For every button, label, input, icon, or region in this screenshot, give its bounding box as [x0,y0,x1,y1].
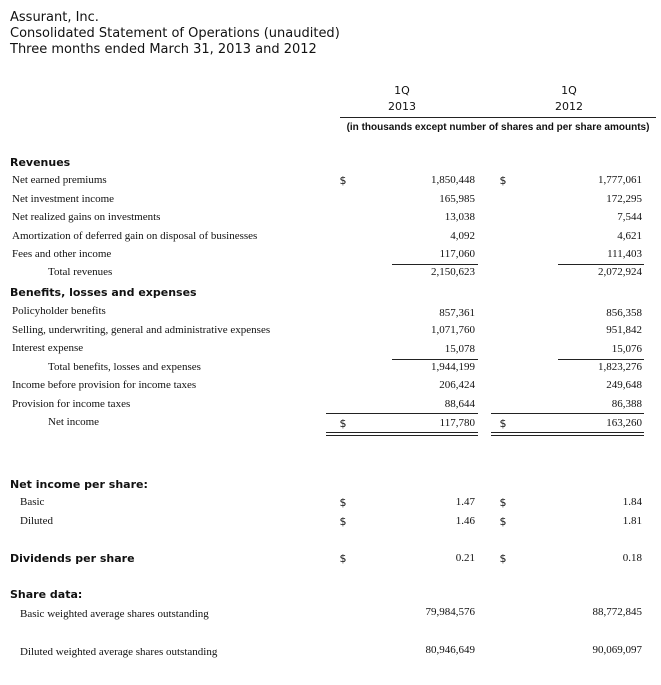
value-2013: 857,361 [439,307,475,319]
value-2012: 1,777,061 [598,174,642,186]
row-label: Diluted [20,515,53,527]
basic-shares-2012: 88,772,845 [592,606,642,618]
value-2012: 249,648 [606,379,642,391]
subtotal-rule [326,413,478,414]
double-rule [491,432,644,433]
value-2013: 1,850,448 [431,174,475,186]
total-benefits-2013: 1,944,199 [431,361,475,373]
eps-diluted-2012: 1.81 [622,515,642,527]
value-2013: 88,644 [444,398,475,410]
row-label: Net investment income [12,193,115,205]
section-share-data: Share data: [10,588,83,601]
total-revenues-2013: 2,150,623 [431,266,475,278]
row-label: Basic [20,496,45,508]
dividends-2013: 0.21 [455,552,475,564]
dividends-2012: 0.18 [622,552,642,564]
value-2012: 86,388 [611,398,642,410]
eps-basic-2012: 1.84 [622,496,642,508]
eps-diluted-2013: 1.46 [455,515,475,527]
section-revenues: Revenues [10,156,71,169]
subtotal-rule [558,359,644,360]
value-2012: 111,403 [607,248,642,260]
currency-symbol: $ [339,417,347,430]
basic-shares-2013: 79,984,576 [425,606,475,618]
total-label: Total benefits, losses and expenses [48,361,201,373]
row-label: Amortization of deferred gain on disposal of businesses [12,230,258,242]
subtotal-rule [392,359,478,360]
section-dividends: Dividends per share [10,552,135,565]
currency-symbol: $ [499,496,507,509]
value-2012: 951,842 [606,324,642,336]
eps-basic-2013: 1.47 [455,496,475,508]
subtotal-rule [392,264,478,265]
col-2012-quarter: 1Q [561,84,577,97]
subtotal-rule [558,264,644,265]
subtotal-rule [491,413,644,414]
value-2012: 7,544 [617,211,642,223]
value-2013: 165,985 [439,193,475,205]
value-2013: 13,038 [444,211,475,223]
net-income-2012: 163,260 [606,417,642,429]
col-2013-year: 2013 [388,100,416,113]
value-2012: 4,621 [617,230,642,242]
section-benefits: Benefits, losses and expenses [10,286,197,299]
double-rule [326,432,478,433]
value-2013: 15,078 [444,343,475,355]
currency-symbol: $ [499,515,507,528]
total-benefits-2012: 1,823,276 [598,361,642,373]
row-label: Net realized gains on investments [12,211,161,223]
value-2012: 15,076 [611,343,642,355]
value-2012: 856,358 [606,307,642,319]
currency-symbol: $ [339,552,347,565]
value-2013: 206,424 [439,379,475,391]
row-label: Policyholder benefits [12,305,106,317]
value-2012: 172,295 [606,193,642,205]
value-2013: 1,071,760 [431,324,475,336]
row-label: Interest expense [12,342,84,354]
diluted-shares-2012: 90,069,097 [592,644,642,656]
double-rule [326,435,478,436]
total-revenues-2012: 2,072,924 [598,266,642,278]
currency-symbol: $ [499,552,507,565]
diluted-shares-2013: 80,946,649 [425,644,475,656]
currency-symbol: $ [499,417,507,430]
row-label: Basic weighted average shares outstanding [20,608,209,620]
company-name: Assurant, Inc. [10,10,99,25]
row-label: Net earned premiums [12,174,107,186]
row-label: Diluted weighted average shares outstanding [20,646,218,658]
section-eps: Net income per share: [10,478,148,491]
value-2013: 4,092 [450,230,475,242]
currency-symbol: $ [339,174,347,187]
statement-title: Consolidated Statement of Operations (unaudited) [10,26,340,41]
currency-symbol: $ [339,515,347,528]
net-income-2013: 117,780 [439,417,475,429]
currency-symbol: $ [499,174,507,187]
row-label: Selling, underwriting, general and administrative expenses [12,324,271,336]
header-rule [340,117,656,118]
row-label: Provision for income taxes [12,398,131,410]
value-2013: 117,060 [439,248,475,260]
double-rule [491,435,644,436]
col-2012-year: 2012 [555,100,583,113]
row-label: Income before provision for income taxes [12,379,197,391]
row-label: Fees and other income [12,248,112,260]
currency-symbol: $ [339,496,347,509]
units-note: (in thousands except number of shares and per share amounts) [346,122,650,133]
total-label: Net income [48,416,100,428]
col-2013-quarter: 1Q [394,84,410,97]
period-subtitle: Three months ended March 31, 2013 and 2012 [10,42,317,57]
total-label: Total revenues [48,266,113,278]
